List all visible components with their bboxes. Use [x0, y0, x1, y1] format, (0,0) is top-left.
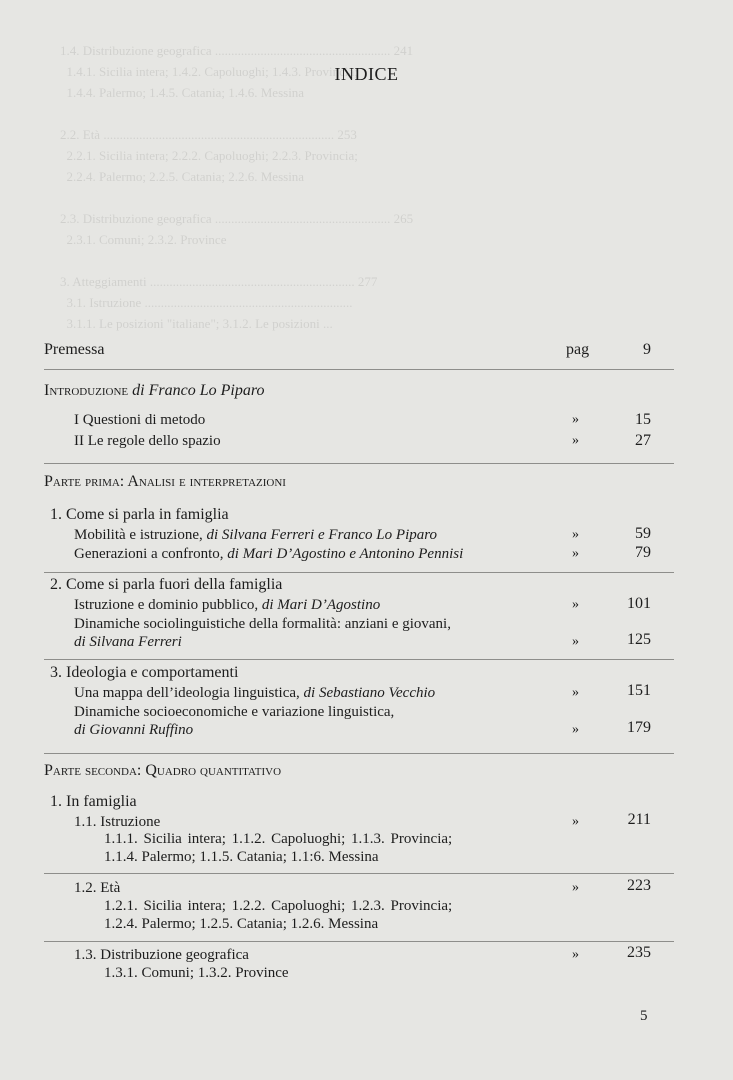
toc-entry-page: 27	[635, 432, 651, 449]
ditto-mark: »	[572, 634, 579, 649]
toc-entry-page: 211	[627, 811, 651, 828]
toc-entry-author	[74, 722, 193, 739]
section-label: 1.3. Distribuzione geografica	[74, 947, 249, 963]
toc-entry-page: 235	[627, 944, 651, 961]
toc-entry-label: Dinamiche sociolinguistiche della formalità: anziani e giovani,	[74, 616, 451, 632]
chapter-heading: 3. Ideologia e comportamenti	[50, 664, 239, 681]
subsection-list: 1.2.1. Sicilia intera; 1.2.2. Capoluoghi; 1.2.3. Provincia;	[104, 898, 453, 914]
toc-entry-page: 101	[627, 595, 651, 612]
entry-text: Generazioni a confronto,	[74, 546, 224, 562]
subsection-list: 1.3.1. Comuni; 1.3.2. Province	[104, 965, 289, 981]
divider	[44, 369, 674, 370]
ditto-mark: »	[572, 880, 579, 895]
toc-entry-page: 79	[635, 544, 651, 561]
introduzione-author: di Franco Lo Piparo	[132, 382, 265, 399]
entry-text: Mobilità e istruzione,	[74, 527, 203, 543]
divider	[44, 572, 674, 573]
entry-author: di Silvana Ferreri	[74, 634, 182, 650]
subsection-list: 1.2.4. Palermo; 1.2.5. Catania; 1.2.6. Messina	[104, 916, 379, 932]
entry-author: di Sebastiano Vecchio	[303, 685, 436, 701]
entry-author: di Silvana Ferreri e Franco Lo Piparo	[206, 527, 438, 543]
divider	[44, 659, 674, 660]
entry-author: di Mari D’Agostino e Antonino Pennisi	[227, 546, 464, 562]
divider	[44, 873, 674, 874]
divider	[44, 463, 674, 464]
pag-label: pag	[566, 341, 590, 358]
toc-entry-page: 15	[635, 411, 651, 428]
premessa-page: 9	[643, 341, 651, 358]
divider	[44, 941, 674, 942]
toc-entry-label: Dinamiche socioeconomiche e variazione linguistica,	[74, 704, 395, 720]
toc-entry-page: 151	[627, 682, 651, 699]
ditto-mark: »	[572, 527, 579, 542]
section-label: 1.1. Istruzione	[74, 814, 161, 830]
toc-entry-page: 223	[627, 877, 651, 894]
entry-author: di Mari D’Agostino	[261, 597, 381, 613]
ditto-mark: »	[572, 685, 579, 700]
show-through-texture: 1.4. Distribuzione geografica ...................................................... 241 1.4.1. Sicilia intera; 1.4.2. Capoluoghi; 1.4.3. Provincia; 1.4.4. Palermo; 1.4.5. Catania; 1.4.6. Messina 2.2. Età ....................................................................... 253 2.2.1. Sicilia intera; 2.2.2. Capoluoghi; 2.2.3. Provincia; 2.2.4. Palermo; 2.2.5. Catania; 2.2.6. Messina 2.3. Distribuzione geografica ...................................................... 265 2.3.1. Comuni; 2.3.2. Province 3. Atteggiamenti ............................................................... 277 3.1. Istruzione ................................................................ 3.1.1. Le posizioni "italiane"; 3.1.2. Le posizioni ...	[60, 43, 414, 331]
toc-entry-label: I Questioni di metodo	[74, 412, 206, 428]
toc-entry-label	[74, 527, 437, 544]
ditto-mark: »	[572, 433, 579, 448]
toc-entry-label	[74, 597, 380, 614]
chapter-heading: 1. Come si parla in famiglia	[50, 506, 229, 523]
entry-text: Una mappa dell’ideologia linguistica,	[74, 685, 300, 701]
toc-entry-page: 125	[627, 631, 651, 648]
ditto-mark: »	[572, 947, 579, 962]
parte-seconda-title: Parte seconda: Quadro quantitativo	[44, 762, 282, 779]
chapter-heading: 1. In famiglia	[50, 793, 137, 810]
page-title: INDICE	[334, 64, 399, 84]
toc-entry-label	[74, 685, 435, 702]
ditto-mark: »	[572, 412, 579, 427]
entry-author: di Giovanni Ruffino	[74, 722, 194, 738]
toc-entry-author	[74, 634, 182, 651]
ditto-mark: »	[572, 546, 579, 561]
parte-prima-title: Parte prima: Analisi e interpretazioni	[44, 473, 286, 490]
ditto-mark: »	[572, 814, 579, 829]
ditto-mark: »	[572, 722, 579, 737]
premessa-label: Premessa	[44, 341, 105, 358]
entry-text: Istruzione e dominio pubblico,	[74, 597, 259, 613]
ditto-mark: »	[572, 597, 579, 612]
section-label: 1.2. Età	[74, 880, 121, 896]
page-number: 5	[640, 1008, 648, 1024]
subsection-list: 1.1.1. Sicilia intera; 1.1.2. Capoluoghi; 1.1.3. Provincia;	[104, 831, 453, 847]
toc-entry-label: II Le regole dello spazio	[74, 433, 221, 449]
introduzione-heading	[44, 382, 264, 400]
introduzione-title: Introduzione	[44, 382, 129, 399]
toc-entry-label	[74, 546, 463, 563]
chapter-heading: 2. Come si parla fuori della famiglia	[50, 576, 283, 593]
toc-entry-page: 179	[627, 719, 651, 736]
subsection-list: 1.1.4. Palermo; 1.1.5. Catania; 1.1:6. Messina	[104, 849, 379, 865]
divider	[44, 753, 674, 754]
toc-entry-page: 59	[635, 525, 651, 542]
